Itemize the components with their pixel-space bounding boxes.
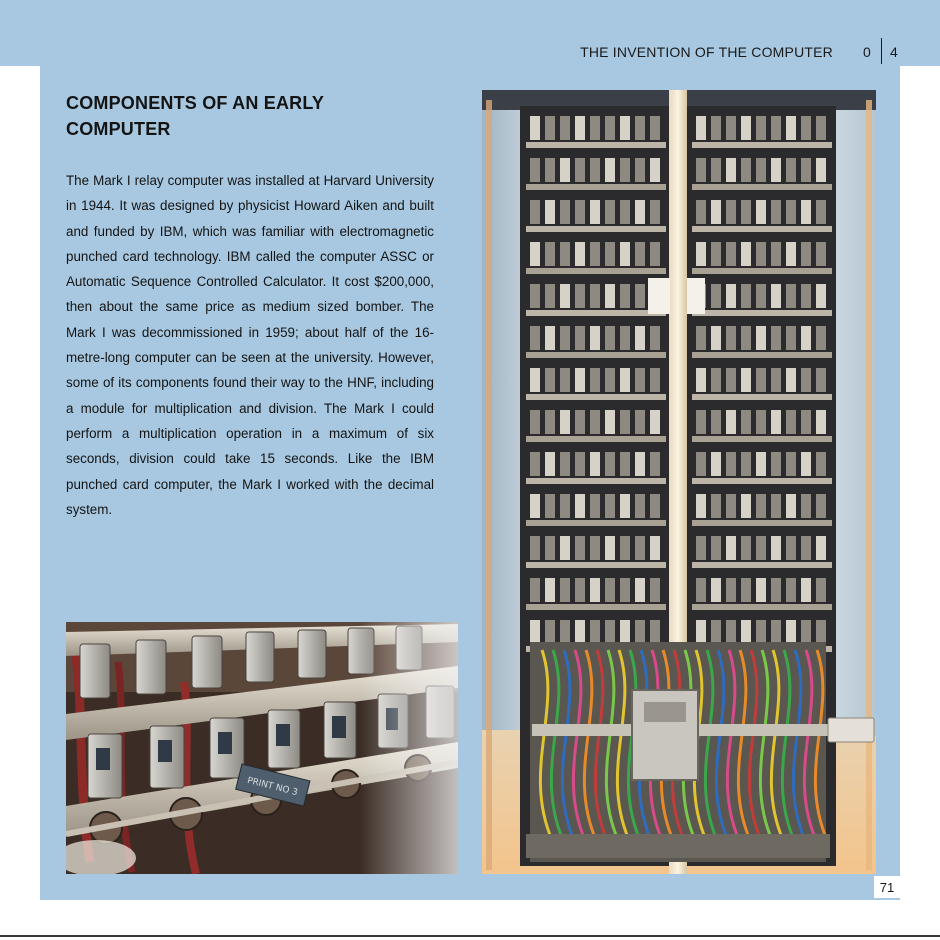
running-header-title: THE INVENTION OF THE COMPUTER bbox=[580, 44, 833, 60]
relay-modules-photo bbox=[66, 622, 458, 874]
chapter-divider bbox=[881, 38, 882, 64]
page-number: 71 bbox=[874, 876, 900, 898]
running-header bbox=[580, 38, 898, 66]
section-heading: COMPONENTS OF AN EARLY COMPUTER bbox=[66, 93, 324, 139]
chapter-number-left: 0 bbox=[863, 44, 871, 60]
chapter-number-right: 4 bbox=[890, 44, 898, 60]
bottom-rule bbox=[0, 935, 940, 937]
body-paragraph: The Mark I relay computer was installed at Harvard University in 1944. It was designed by physicist Howard Aiken and built and funded by IBM, which was familiar with electromagnetic punched card technology. IBM called the computer ASSC or Automatic Sequence Controlled Calculator. It cost $200,000, then about the same price as medium sized bomber. The Mark I was decommissioned in 1959; about half of the 16-metre-long computer can be seen at the university. However, some of its components found their way to the HNF, including a module for multiplication and division. The Mark I could perform a multiplication operation in a maximum of six seconds, division could take 15 seconds. Like the IBM punched card computer, the Mark I worked with the decimal system. bbox=[66, 173, 434, 517]
mark-i-cabinet-photo bbox=[482, 90, 876, 874]
